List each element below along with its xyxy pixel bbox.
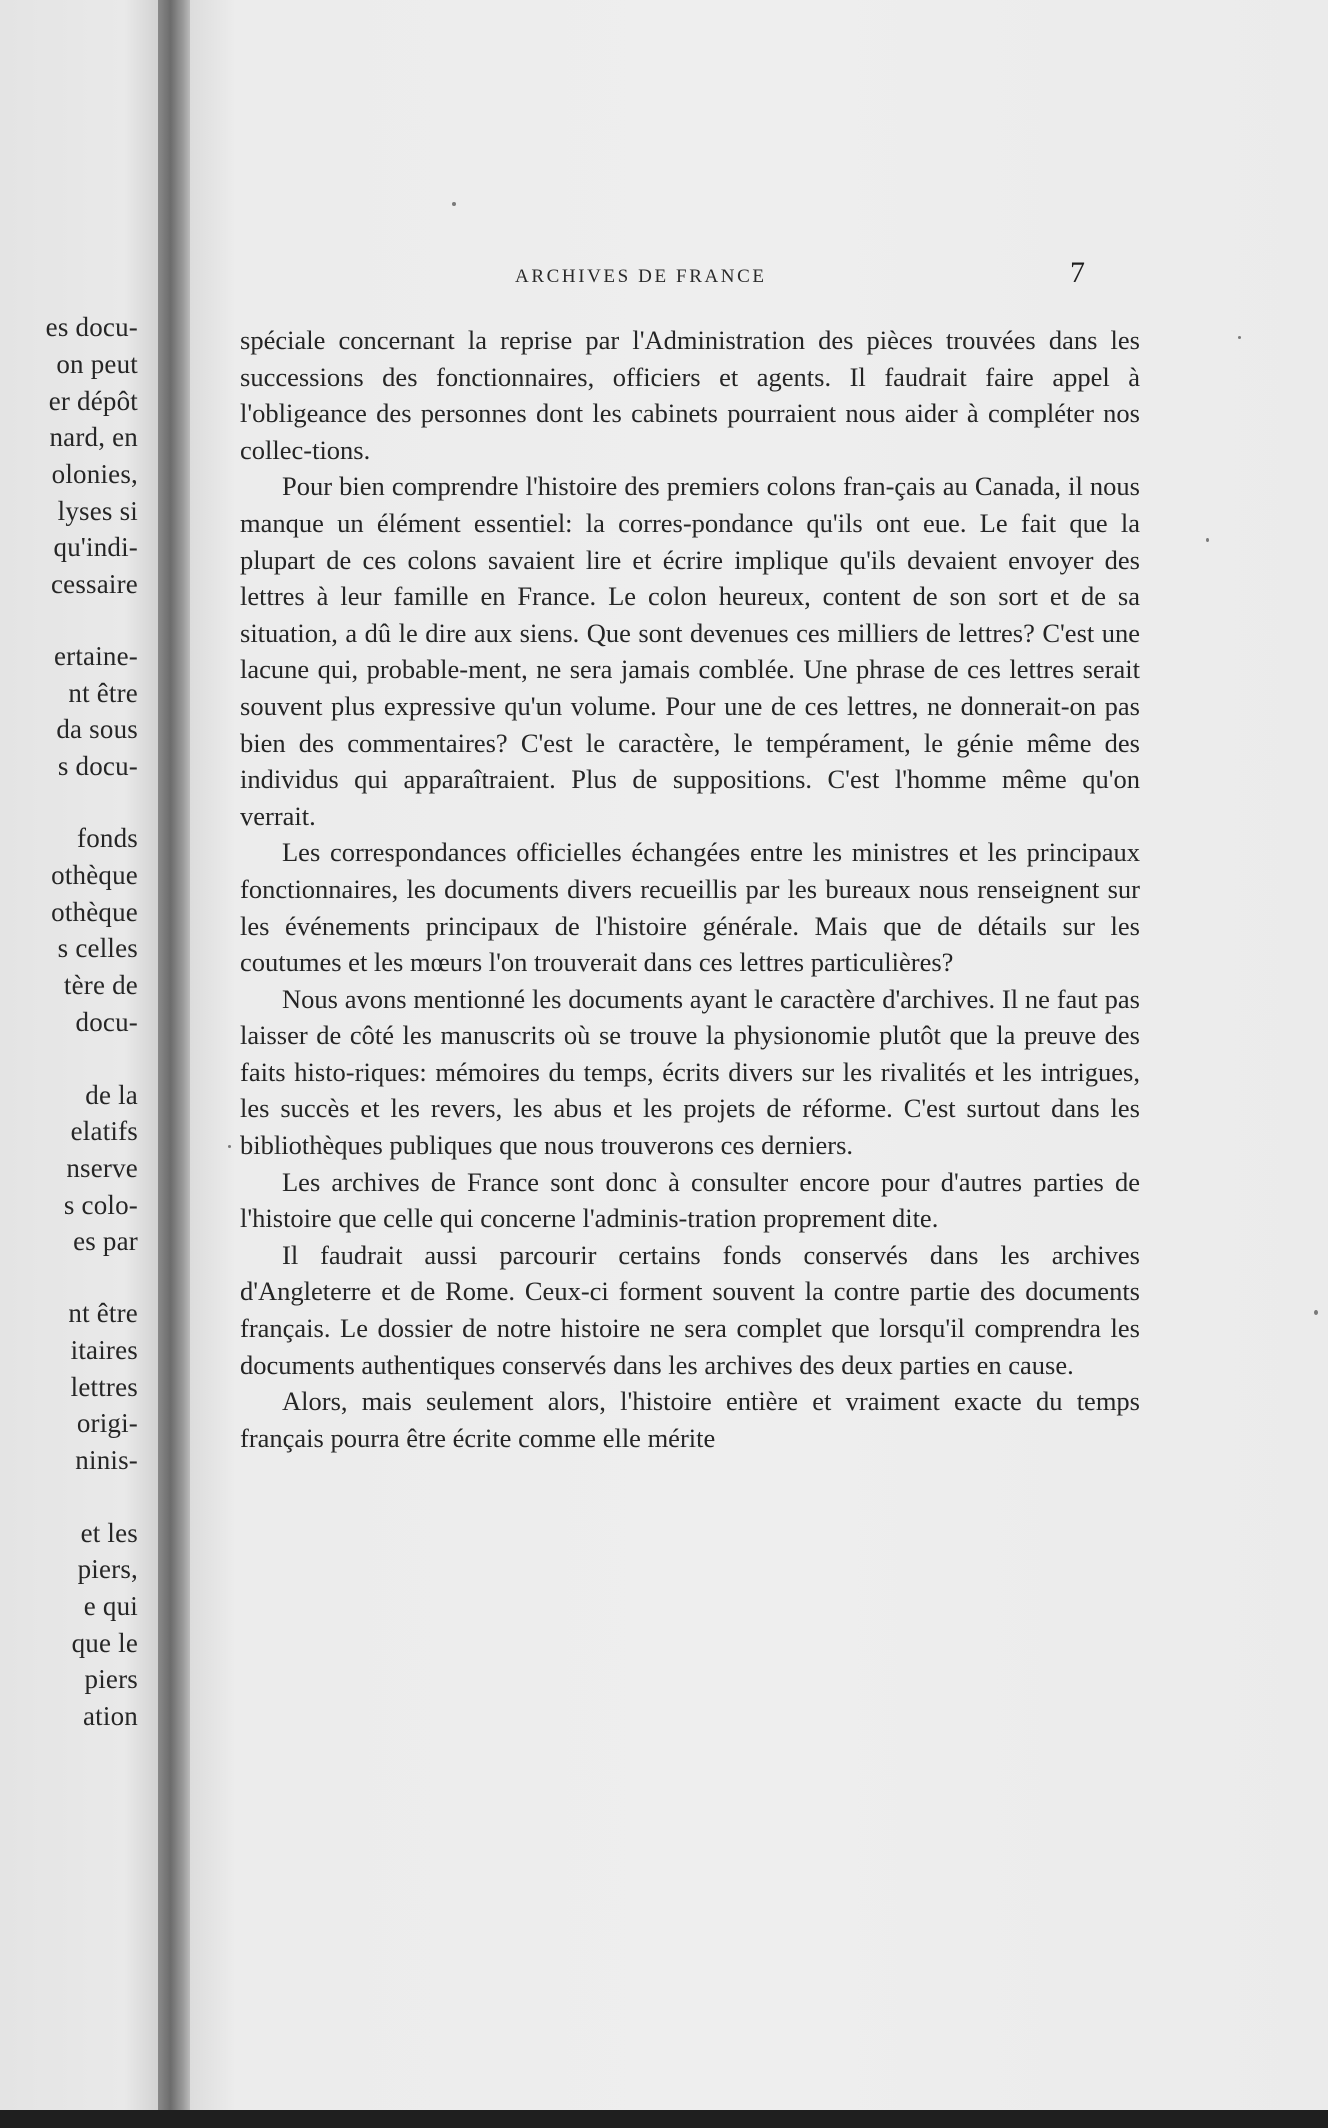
- paragraph: Alors, mais seulement alors, l'histoire entière et vraiment exacte du temps français pourra être écrite comme elle mérite: [240, 1386, 1140, 1453]
- previous-page-line: ation: [83, 1701, 138, 1731]
- previous-page-line: origi-: [76, 1408, 138, 1438]
- previous-page-line: on peut: [56, 349, 138, 379]
- previous-page-line: ertaine-: [53, 641, 138, 671]
- previous-page-line: que le: [71, 1628, 138, 1658]
- paragraph: spéciale concernant la reprise par l'Administration des pièces trouvées dans les successions des fonctionnaires, officiers et agents. Il faudrait faire appel à l'obligeance des personnes dont les cabinets pourraient nous aider à compléter nos collec-tions.: [240, 325, 1140, 465]
- previous-page-line: nt être: [68, 1298, 138, 1328]
- previous-page-line: s docu-: [57, 751, 138, 781]
- previous-page-line: de la: [85, 1080, 138, 1110]
- previous-page-line: s colo-: [63, 1190, 138, 1220]
- paragraph: Il faudrait aussi parcourir certains fonds conservés dans les archives d'Angleterre et de Rome. Ceux-ci forment souvent la contre partie des documents français. Le dossier de notre histoire ne sera complet que lorsqu'il comprendra les documents authentiques conservés dans les archives des deux parties en cause.: [240, 1239, 1140, 1380]
- previous-page-line: ninis-: [75, 1445, 138, 1475]
- paragraph: Les archives de France sont donc à consulter encore pour d'autres parties de l'histoire que celle qui concerne l'adminis-tration proprement dite.: [240, 1166, 1140, 1234]
- paragraph: Les correspondances officielles échangées entre les ministres et les principaux fonctionnaires, les documents divers recueillis par les bureaux nous renseignent sur les événements principaux de l'histoire générale. Mais que de détails sur les coutumes et les mœurs l'on trouverait dans ces lettres particulières?: [240, 837, 1140, 978]
- previous-page-line: tère de: [63, 970, 138, 1000]
- previous-page-line: olonies,: [51, 459, 138, 489]
- dust-speck: [1238, 336, 1241, 339]
- previous-page-line: cessaire: [50, 569, 138, 599]
- dust-speck: [452, 202, 456, 206]
- dust-speck: [1314, 1310, 1318, 1315]
- dust-speck: [228, 1145, 231, 1148]
- scanner-edge: [0, 2110, 1328, 2128]
- previous-page-line: elatifs: [70, 1116, 138, 1146]
- previous-page-line: et les: [80, 1518, 138, 1548]
- page-number: 7: [1070, 256, 1085, 289]
- previous-page-line: es docu-: [45, 312, 138, 342]
- previous-page-line: nard, en: [49, 422, 138, 452]
- previous-page-line: fonds: [77, 823, 138, 853]
- book-gutter: [158, 0, 194, 2110]
- previous-page-line: docu-: [75, 1007, 138, 1037]
- previous-page-line: e qui: [83, 1591, 138, 1621]
- previous-page-line: qu'indi-: [53, 532, 138, 562]
- paragraph: Pour bien comprendre l'histoire des premiers colons fran-çais au Canada, il nous manque un élément essentiel: la corres-pondance qu'ils ont eue. Le fait que la plupart de ces colons savaient lire et écrire implique qu'ils devaient envoyer des lettres à leur famille en France. Le colon heureux, content de son sort et de sa situation, a dû le dire aux siens. Que sont devenues ces milliers de lettres? C'est une lacune qui, probable-ment, ne sera jamais comblée. Une phrase de ces lettres serait souvent plus expressive qu'un volume. Pour une de ces lettres, ne donnerait-on pas bien des commentaires? C'est le caractère, le tempérament, le génie même des individus qui apparaîtraient. Plus de suppositions. C'est l'homme même qu'on verrait.: [240, 471, 1140, 831]
- previous-page-line: s celles: [57, 933, 138, 963]
- previous-page-line: nt être: [68, 678, 138, 708]
- running-title: ARCHIVES DE FRANCE: [515, 266, 767, 287]
- body-text: [240, 322, 1140, 1456]
- paragraph: Nous avons mentionné les documents ayant le caractère d'archives. Il ne faut pas laisser de côté les manuscrits où se trouve la physionomie plutôt que la preuve des faits histo-riques: mémoires du temps, écrits divers sur les rivalités et les intrigues, les succès et les revers, les abus et les projets de réforme. C'est surtout dans les bibliothèques publiques que nous trouverons ces derniers.: [240, 983, 1140, 1161]
- previous-page-line: da sous: [56, 714, 138, 744]
- dust-speck: [1206, 538, 1209, 542]
- previous-page-line: er dépôt: [48, 386, 138, 416]
- previous-page-line: lyses si: [57, 496, 138, 526]
- previous-page-line: lettres: [70, 1372, 138, 1402]
- previous-page-line: piers: [84, 1664, 138, 1694]
- previous-page-line: nserve: [66, 1153, 138, 1183]
- previous-page-line: itaires: [70, 1335, 138, 1365]
- previous-page-line: piers,: [77, 1554, 138, 1584]
- running-head: [190, 256, 1328, 296]
- previous-page-line: othèque: [51, 897, 138, 927]
- previous-page-line: othèque: [51, 860, 138, 890]
- previous-page: [0, 0, 178, 2110]
- book-page: [190, 0, 1328, 2110]
- previous-page-line: es par: [73, 1226, 138, 1256]
